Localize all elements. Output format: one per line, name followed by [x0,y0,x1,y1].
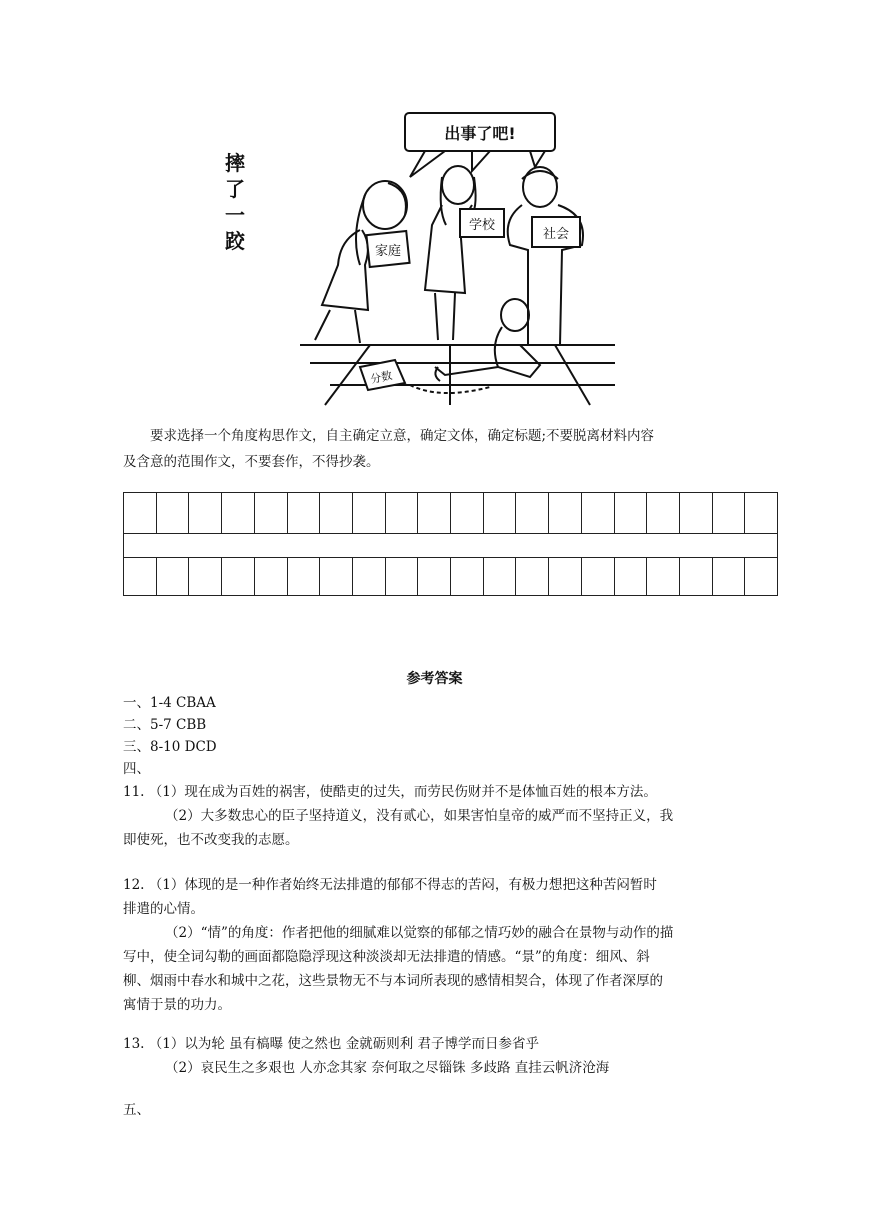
answer-line: 一、1-4 CBAA [123,695,216,711]
grid-row [124,493,777,534]
answer-line: 排遣的心情。 [123,901,204,917]
answer-line: 四、 [123,761,150,777]
answer-line: 三、8-10 DCD [123,739,217,755]
side-title-char: 跤 [225,229,245,253]
answer-line: 寓情于景的功力。 [123,997,231,1013]
paper-label: 分数 [369,368,394,387]
answer-line: 写中，使全词勾勒的画面都隐隐浮现这种淡淡却无法排遣的情感。“景”的角度：细风、斜 [123,949,650,965]
sign-school: 学校 [468,218,496,233]
answer-line: 11. （1）现在成为百姓的祸害，使酷吏的过失，而劳民伤财并不是体恤百姓的根本方法。 [123,784,657,800]
answer-line: 五、 [123,1102,150,1118]
answer-line: 13. （1）以为轮 虽有槁曝 使之然也 金就砺则利 君子博学而日参省乎 [123,1036,540,1052]
side-title-char: 了 [225,177,245,201]
side-title-char: 一 [225,203,245,227]
answer-line: 柳、烟雨中春水和城中之花，这些景物无不与本词所表现的感情相契合，体现了作者深厚的 [123,973,663,989]
prompt-line-1: 要求选择一个角度构思作文，自主确定立意，确定文体，确定标题;不要脱离材料内容 [150,428,655,444]
answer-line: 12. （1）体现的是一种作者始终无法排遣的郁郁不得志的苦闷，有极力想把这种苦闷暂时 [123,877,657,893]
answer-line: （2）大多数忠心的臣子坚持道义，没有贰心，如果害怕皇帝的威严而不坚持正义，我 [165,808,674,824]
grid-row [124,557,777,595]
side-title-char: 摔 [225,151,245,175]
sign-society: 社会 [542,227,570,242]
answer-line: 即使死，也不改变我的志愿。 [123,832,299,848]
answer-line: （2）“情”的角度：作者把他的细腻难以觉察的郁郁之情巧妙的融合在景物与动作的描 [165,925,674,941]
writing-grid [123,492,778,596]
cartoon-illustration [210,105,620,410]
answer-line: （2）哀民生之多艰也 人亦念其家 奈何取之尽锱铢 多歧路 直挂云帆济沧海 [165,1060,610,1076]
grid-spacer-row [124,533,777,558]
speech-text: 出事了吧! [444,124,516,143]
prompt-line-2: 及含意的范围作文，不要套作，不得抄袭。 [123,454,380,470]
answer-key-title: 参考答案 [406,671,463,687]
answer-line: 二、5-7 CBB [123,717,207,733]
sign-family: 家庭 [374,244,402,259]
